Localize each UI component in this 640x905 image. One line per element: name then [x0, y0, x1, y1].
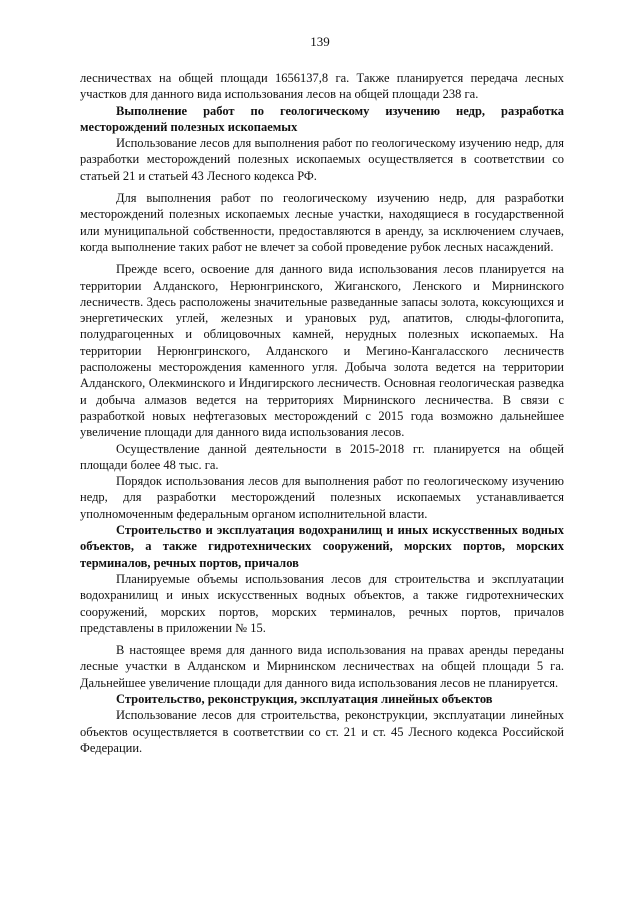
paragraph: Планируемые объемы использования лесов для строительства и эксплуатации водохранилищ и иных искусственных водных объектов, а также гидротехнических сооружений, морских портов, морских терминалов, речных портов, причалов представлены в приложении № 15. — [80, 571, 564, 635]
paragraph: Использование лесов для строительства, реконструкции, эксплуатации линейных объектов осуществляется в соответствии со ст. 21 и ст. 45 Лесного кодекса Российской Федерации. — [80, 708, 564, 755]
section-heading-geology: Выполнение работ по геологическому изучению недр, разработка месторождений полезных ископаемых — [80, 103, 564, 134]
paragraph: В настоящее время для данного вида использования на правах аренды переданы лесные участки в Алданском и Мирнинском лесничествах на общей площади 5 га. Дальнейшее увеличение площади для данного вида использования лесов не планируется. — [80, 643, 564, 690]
section-heading-water-objects: Строительство и эксплуатация водохранилищ и иных искусственных водных объектов, а также гидротехнических сооружений, морских портов, морских терминалов, речных портов, причалов — [80, 523, 564, 570]
paragraph: Для выполнения работ по геологическому изучению недр, для разработки месторождений полезных ископаемых лесные участки, находящиеся в государственной или муниципальной собственности, предоставляются в аренду, за исключением случаев, когда выполнение таких работ не влечет за собой проведение рубок лесных насаждений. — [80, 191, 564, 254]
section-heading-linear-objects: Строительство, реконструкция, эксплуатация линейных объектов — [116, 691, 493, 706]
page-content — [80, 70, 564, 756]
page-number: 139 — [310, 34, 330, 49]
paragraph: Порядок использования лесов для выполнения работ по геологическому изучению недр, для разработки месторождений полезных ископаемых устанавливается уполномоченным федеральным органом исполнительной власти. — [80, 474, 564, 521]
paragraph: Прежде всего, освоение для данного вида использования лесов планируется на территории Алданского, Нерюнгринского, Жиганского, Ленского и Мирнинского лесничеств. Здесь расположены значительные разведанные запасы золота, коксующихся и энергетических углей, железных и урановых руд, апатитов, слюды-флогопита, полудрагоценных и облицовочных камней, нерудных полезных ископаемых. На территории Нерюнгринского, Алданского и Мегино-Кангаласского лесничеств расположены месторождения каменного угля. Добыча золота ведется на территории Алданского, Олекминского и Индигирского лесничеств. Основная геологическая разведка и добыча алмазов ведется на территориях Мирнинского лесничества. В связи с разработкой новых нефтегазовых месторождений с 2015 года возможно дальнейшее увеличение площади для данного вида использования лесов. — [80, 262, 564, 440]
paragraph: Осуществление данной деятельности в 2015-2018 гг. планируется на общей площади более 48 тыс. га. — [80, 441, 564, 472]
paragraph: Использование лесов для выполнения работ по геологическому изучению недр, для разработки месторождений полезных ископаемых осуществляется в соответствии со статьей 21 и статьей 43 Лесного кодекса РФ. — [80, 136, 564, 183]
paragraph-continuation: лесничествах на общей площади 1656137,8 га. Также планируется передача лесных участков для данного вида использования лесов на общей площади 238 га. — [80, 71, 564, 102]
